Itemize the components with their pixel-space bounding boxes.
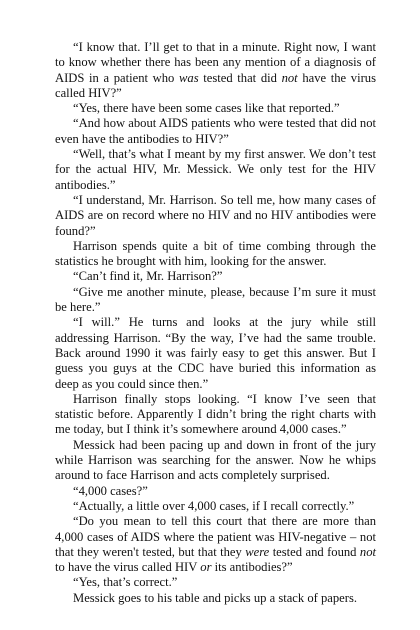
text-run: tested and found xyxy=(269,544,360,559)
paragraph xyxy=(55,101,376,116)
italic-text-run: were xyxy=(245,544,270,559)
paragraph xyxy=(55,147,376,193)
italic-text-run: not xyxy=(281,70,298,85)
paragraph xyxy=(55,514,376,575)
text-run: Harrison spends quite a bit of time combing through the statistics he brought with him, looking for the answer. xyxy=(55,238,376,269)
paragraph xyxy=(55,285,376,316)
text-run: “Yes, that’s correct.” xyxy=(73,575,178,590)
paragraph xyxy=(55,438,376,484)
text-run: “Yes, there have been some cases like that reported.” xyxy=(73,101,340,116)
text-run: Messick had been pacing up and down in front of the jury while Harrison was searching for the answer. Now he whips around to face Harrison and acts completely surprised. xyxy=(55,437,376,483)
text-run: “I know that. I’ll get to that in a minute. Right now, I want to know whether there has been any mention of a diagnosis of AIDS in a patient who xyxy=(55,40,376,85)
text-run: “Do you mean to tell this court that there are more than 4,000 cases of AIDS where the patient was HIV-negative – not that they weren't tested, but that they xyxy=(55,514,376,559)
text-run: Harrison finally stops looking. “I know I’ve seen that statistic before. Apparently I didn’t bring the right charts with me today, but I think it’s somewhere around 4,000 cases.” xyxy=(55,391,376,437)
text-run: “4,000 cases?” xyxy=(73,483,148,498)
paragraph xyxy=(55,269,376,284)
paragraph xyxy=(55,392,376,438)
paragraph xyxy=(55,499,376,514)
italic-text-run: or xyxy=(200,560,212,575)
paragraph xyxy=(55,484,376,499)
text-run: “Give me another minute, please, because I’m sure it must be here.” xyxy=(55,284,376,315)
text-run: to have the virus called HIV xyxy=(55,560,201,575)
text-run: “I will.” He turns and looks at the jury while still addressing Harrison. “By the way, I’ve had the same trouble. Back around 1990 it was fairly easy to get this answer. But I guess you guys at the CDC have buried this information as deep as you could since then.” xyxy=(55,315,376,391)
paragraph xyxy=(55,193,376,239)
text-run: its antibodies?” xyxy=(211,560,293,575)
text-run: tested that did xyxy=(198,70,282,85)
italic-text-run: not xyxy=(359,544,376,559)
paragraph xyxy=(55,239,376,270)
text-run: “Can’t find it, Mr. Harrison?” xyxy=(73,269,223,284)
italic-text-run: was xyxy=(179,70,199,85)
text-run: “Actually, a little over 4,000 cases, if I recall correctly.” xyxy=(73,498,355,513)
text-run: “I understand, Mr. Harrison. So tell me, how many cases of AIDS are on record where no HIV and no HIV antibodies were found?” xyxy=(55,192,376,238)
paragraph xyxy=(55,575,376,590)
text-run: have the virus called HIV?” xyxy=(55,70,376,100)
paragraph xyxy=(55,315,376,391)
text-run: Messick goes to his table and picks up a stack of papers. xyxy=(73,590,357,605)
paragraph xyxy=(55,40,376,101)
book-page-text xyxy=(55,40,376,606)
paragraph xyxy=(55,591,376,606)
paragraph xyxy=(55,116,376,147)
text-run: “Well, that’s what I meant by my first answer. We don’t test for the actual HIV, Mr. Messick. We only test for the HIV antibodies.” xyxy=(55,147,376,192)
text-run: “And how about AIDS patients who were tested that did not even have the antibodies to HIV?” xyxy=(55,116,376,146)
